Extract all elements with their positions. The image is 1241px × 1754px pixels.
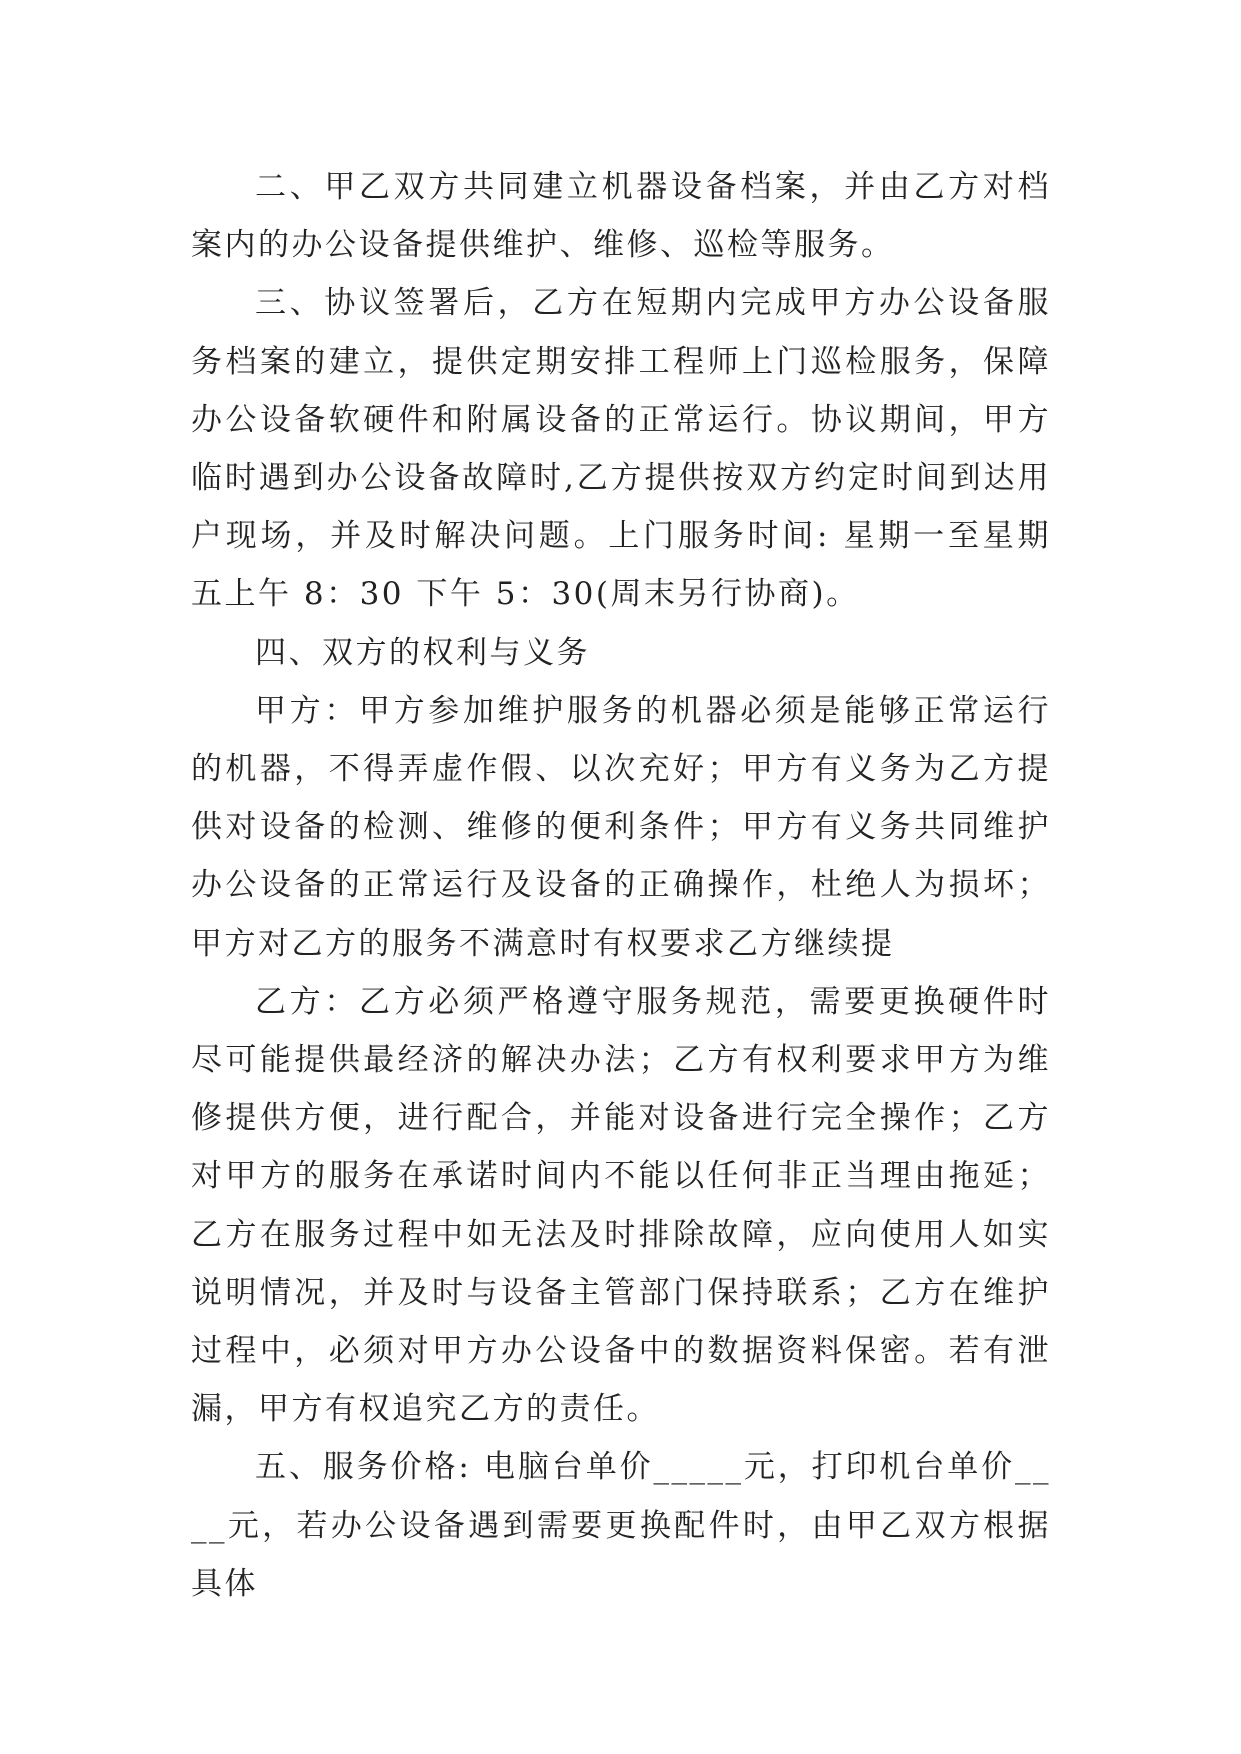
- paragraph-party-a: 甲方：甲方参加维护服务的机器必须是能够正常运行的机器，不得弄虚作假、以次充好；甲方有义务为乙方提供对设备的检测、维修的便利条件；甲方有义务共同维护办公设备的正常运行及设备的正确操作，杜绝人为损坏；甲方对乙方的服务不满意时有权要求乙方继续提: [191, 692, 1051, 962]
- paragraph-service-terms: 三、协议签署后，乙方在短期内完成甲方办公设备服务档案的建立，提供定期安排工程师上门巡检服务，保障办公设备软硬件和附属设备的正常运行。协议期间，甲方临时遇到办公设备故障时,乙方提供按双方约定时间到达用户现场，并及时解决问题。上门服务时间: 星期一至星期五上午 8：30 下午 5：30(周末另行协商)。: [191, 285, 1051, 613]
- paragraph-rights-heading: 四、双方的权利与义务: [255, 634, 590, 671]
- paragraph-pricing: 五、服务价格: 电脑台单价_____元，打印机台单价____元，若办公设备遇到需要更换配件时，由甲乙双方根据具体: [191, 1449, 1051, 1602]
- paragraph-party-b: 乙方：乙方必须严格遵守服务规范，需要更换硬件时尽可能提供最经济的解决办法；乙方有权利要求甲方为维修提供方便，进行配合，并能对设备进行完全操作；乙方对甲方的服务在承诺时间内不能以任何非正当理由拖延；乙方在服务过程中如无法及时排除故障，应向使用人如实说明情况，并及时与设备主管部门保持联系；乙方在维护过程中，必须对甲方办公设备中的数据资料保密。若有泄漏，甲方有权追究乙方的责任。: [191, 983, 1051, 1428]
- paragraph-archive: 二、甲乙双方共同建立机器设备档案，并由乙方对档案内的办公设备提供维护、维修、巡检等服务。: [191, 169, 1051, 264]
- document-body: [191, 158, 1051, 1613]
